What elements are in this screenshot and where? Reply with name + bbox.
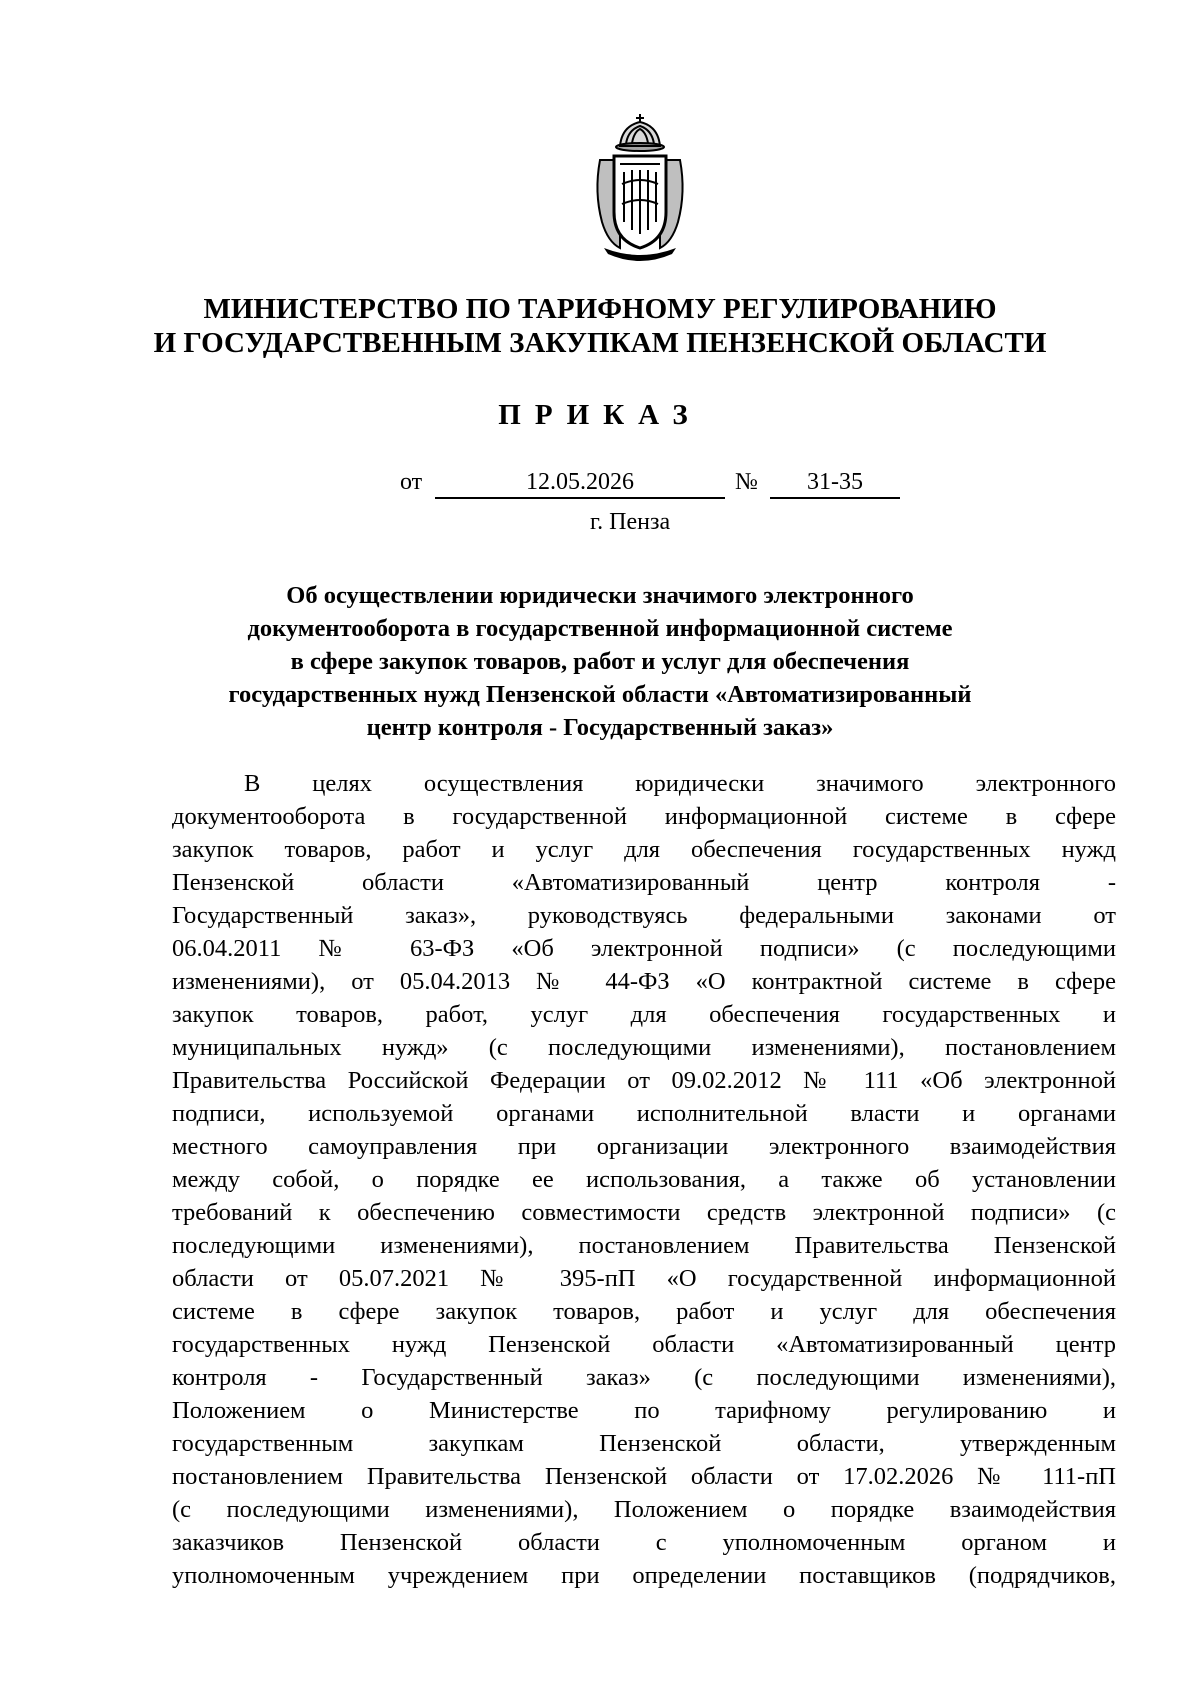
- body-line: закупок товаров, работ и услуг для обеспечения государственных нужд: [172, 836, 1116, 863]
- body-line: Государственный заказ», руководствуясь федеральными законами от: [172, 902, 1116, 929]
- order-date: 12.05.2026: [435, 468, 725, 499]
- body-line: документооборота в государственной информационной системе в сфере: [172, 803, 1116, 830]
- body-line: последующими изменениями), постановлением Правительства Пензенской: [172, 1232, 1116, 1259]
- body-line: контроля - Государственный заказ» (с последующими изменениями),: [172, 1364, 1116, 1391]
- body-line: области от 05.07.2021 № 395-пП «О государственной информационной: [172, 1265, 1116, 1292]
- coat-of-arms-emblem: [590, 112, 690, 262]
- body-line: Положением о Министерстве по тарифному регулированию и: [172, 1397, 1116, 1424]
- subject-line: центр контроля - Государственный заказ»: [366, 714, 834, 741]
- subject-line: документооборота в государственной информационной системе: [247, 615, 953, 642]
- city-name: г. Пенза: [590, 509, 671, 535]
- order-body-paragraph: [172, 767, 1116, 1592]
- subject-line: государственных нужд Пензенской области «Автоматизированный: [228, 681, 972, 708]
- body-line: Пензенской области «Автоматизированный центр контроля -: [172, 869, 1116, 896]
- body-line: В целях осуществления юридически значимого электронного: [244, 770, 1116, 797]
- body-line: изменениями), от 05.04.2013 № 44-ФЗ «О контрактной системе в сфере: [172, 968, 1116, 995]
- body-line: государственных нужд Пензенской области «Автоматизированный центр: [172, 1331, 1116, 1358]
- body-line: государственным закупкам Пензенской области, утвержденным: [172, 1430, 1116, 1457]
- body-line: 06.04.2011 № 63-ФЗ «Об электронной подписи» (с последующими: [172, 935, 1116, 962]
- body-line: заказчиков Пензенской области с уполномоченным органом и: [172, 1529, 1116, 1556]
- body-line: закупок товаров, работ, услуг для обеспечения государственных и: [172, 1001, 1116, 1028]
- number-label: №: [735, 469, 758, 495]
- ministry-name-line1: МИНИСТЕРСТВО ПО ТАРИФНОМУ РЕГУЛИРОВАНИЮ: [203, 293, 997, 325]
- body-line: между собой, о порядке ее использования, а также об установлении: [172, 1166, 1116, 1193]
- body-line: местного самоуправления при организации электронного взаимодействия: [172, 1133, 1116, 1160]
- subject-line: Об осуществлении юридически значимого электронного: [286, 582, 914, 609]
- body-line: подписи, используемой органами исполнительной власти и органами: [172, 1100, 1116, 1127]
- body-line: системе в сфере закупок товаров, работ и услуг для обеспечения: [172, 1298, 1116, 1325]
- body-line: постановлением Правительства Пензенской области от 17.02.2026 № 111-пП: [172, 1463, 1116, 1490]
- body-line: Правительства Российской Федерации от 09.02.2012 № 111 «Об электронной: [172, 1067, 1116, 1094]
- ministry-name-line2: И ГОСУДАРСТВЕННЫМ ЗАКУПКАМ ПЕНЗЕНСКОЙ ОБЛАСТИ: [153, 327, 1047, 359]
- document-type-title: ПРИКАЗ: [498, 399, 702, 431]
- body-line: муниципальных нужд» (с последующими изменениями), постановлением: [172, 1034, 1116, 1061]
- body-line: уполномоченным учреждением при определении поставщиков (подрядчиков,: [172, 1562, 1116, 1589]
- date-label: от: [400, 469, 423, 495]
- body-line: требований к обеспечению совместимости средств электронной подписи» (с: [172, 1199, 1116, 1226]
- subject-line: в сфере закупок товаров, работ и услуг для обеспечения: [290, 648, 910, 675]
- order-number: 31-35: [770, 468, 900, 499]
- body-line: (с последующими изменениями), Положением о порядке взаимодействия: [172, 1496, 1116, 1523]
- order-subject-heading: [140, 579, 1060, 744]
